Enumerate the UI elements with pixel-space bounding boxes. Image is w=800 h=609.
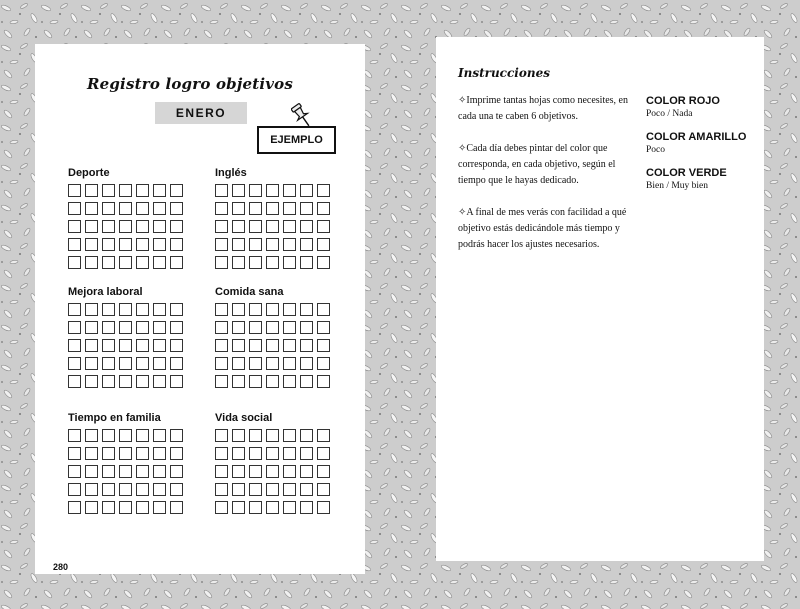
tracking-checkbox <box>85 447 98 460</box>
tracking-checkbox <box>119 256 132 269</box>
tracking-checkbox <box>153 339 166 352</box>
tracking-checkbox <box>215 238 228 251</box>
tracking-checkbox <box>119 483 132 496</box>
tracking-checkbox <box>232 483 245 496</box>
tracking-checkbox <box>119 220 132 233</box>
tracking-checkbox <box>283 429 296 442</box>
tracking-checkbox <box>85 184 98 197</box>
tracking-checkbox <box>266 483 279 496</box>
month-label: ENERO <box>155 102 247 124</box>
tracking-checkbox <box>317 303 330 316</box>
tracking-checkbox <box>85 501 98 514</box>
tracking-checkbox <box>170 202 183 215</box>
tracking-checkbox <box>119 429 132 442</box>
tracking-checkbox <box>249 256 262 269</box>
tracking-checkbox <box>136 220 149 233</box>
tracking-checkbox <box>170 429 183 442</box>
example-label: EJEMPLO <box>257 126 336 154</box>
tracking-checkbox <box>266 256 279 269</box>
tracking-checkbox <box>215 220 228 233</box>
tracking-checkbox <box>85 220 98 233</box>
tracking-checkbox <box>300 429 313 442</box>
tracking-checkbox <box>249 375 262 388</box>
tracking-checkbox <box>68 256 81 269</box>
tracking-checkbox <box>300 501 313 514</box>
tracking-checkbox <box>232 447 245 460</box>
tracking-checkbox <box>283 238 296 251</box>
tracking-checkbox <box>283 357 296 370</box>
tracking-checkbox <box>85 303 98 316</box>
tracking-checkbox <box>283 202 296 215</box>
tracking-checkbox <box>170 303 183 316</box>
tracking-checkbox <box>85 202 98 215</box>
tracking-checkbox <box>85 483 98 496</box>
tracking-checkbox <box>102 220 115 233</box>
tracking-checkbox <box>215 357 228 370</box>
tracking-grid <box>215 429 330 514</box>
tracking-checkbox <box>232 238 245 251</box>
goal-label: Vida social <box>215 412 273 424</box>
tracking-checkbox <box>119 303 132 316</box>
tracking-checkbox <box>317 501 330 514</box>
tracking-checkbox <box>215 483 228 496</box>
tracking-checkbox <box>102 184 115 197</box>
tracking-checkbox <box>300 202 313 215</box>
tracking-checkbox <box>68 303 81 316</box>
tracking-checkbox <box>68 465 81 478</box>
tracking-checkbox <box>170 321 183 334</box>
tracking-checkbox <box>102 202 115 215</box>
tracking-checkbox <box>232 256 245 269</box>
tracking-checkbox <box>249 339 262 352</box>
tracking-checkbox <box>119 501 132 514</box>
tracking-checkbox <box>317 256 330 269</box>
tracking-checkbox <box>170 447 183 460</box>
tracking-checkbox <box>232 465 245 478</box>
tracking-checkbox <box>300 339 313 352</box>
tracking-checkbox <box>317 357 330 370</box>
tracking-checkbox <box>68 447 81 460</box>
tracking-checkbox <box>317 483 330 496</box>
tracking-checkbox <box>283 339 296 352</box>
tracking-checkbox <box>85 375 98 388</box>
tracking-checkbox <box>153 483 166 496</box>
tracking-checkbox <box>136 339 149 352</box>
tracking-checkbox <box>170 184 183 197</box>
color-meaning: Poco <box>646 145 665 155</box>
tracking-checkbox <box>119 202 132 215</box>
tracking-checkbox <box>283 483 296 496</box>
tracking-checkbox <box>68 238 81 251</box>
tracking-checkbox <box>102 375 115 388</box>
tracking-checkbox <box>215 303 228 316</box>
tracking-grid <box>215 303 330 388</box>
tracking-checkbox <box>119 321 132 334</box>
goal-block <box>215 166 330 269</box>
tracking-checkbox <box>170 465 183 478</box>
tracking-checkbox <box>136 303 149 316</box>
tracking-checkbox <box>300 447 313 460</box>
tracking-checkbox <box>317 375 330 388</box>
tracking-checkbox <box>102 483 115 496</box>
tracking-checkbox <box>153 184 166 197</box>
tracking-checkbox <box>249 303 262 316</box>
tracking-checkbox <box>232 501 245 514</box>
tracking-checkbox <box>317 321 330 334</box>
color-legend-item <box>646 167 761 192</box>
tracking-checkbox <box>153 238 166 251</box>
tracking-checkbox <box>317 238 330 251</box>
instruction-paragraph: ✧Imprime tantas hojas como necesites, en cada una te caben 6 objetivos. <box>458 95 628 122</box>
tracking-checkbox <box>153 375 166 388</box>
color-name: COLOR ROJO <box>646 95 720 107</box>
tracking-checkbox <box>232 339 245 352</box>
tracking-checkbox <box>266 303 279 316</box>
tracking-checkbox <box>136 202 149 215</box>
tracking-checkbox <box>266 339 279 352</box>
tracking-grid <box>68 303 183 388</box>
color-meaning: Poco / Nada <box>646 109 693 119</box>
tracking-checkbox <box>215 465 228 478</box>
tracking-checkbox <box>153 220 166 233</box>
tracking-checkbox <box>283 303 296 316</box>
tracking-checkbox <box>170 501 183 514</box>
tracking-checkbox <box>102 303 115 316</box>
tracking-checkbox <box>283 501 296 514</box>
goal-block <box>215 411 330 514</box>
tracking-checkbox <box>119 339 132 352</box>
tracking-checkbox <box>136 483 149 496</box>
tracking-checkbox <box>68 429 81 442</box>
goal-label: Inglés <box>215 167 247 179</box>
color-legend-item <box>646 131 761 156</box>
tracking-checkbox <box>102 465 115 478</box>
color-name: COLOR VERDE <box>646 167 727 179</box>
tracking-checkbox <box>102 429 115 442</box>
tracking-checkbox <box>68 220 81 233</box>
goal-label: Mejora laboral <box>68 286 143 298</box>
tracking-checkbox <box>232 321 245 334</box>
tracking-checkbox <box>266 501 279 514</box>
tracking-checkbox <box>283 321 296 334</box>
instruction-paragraph: ✧A final de mes verás con facilidad a qué objetivo estás dedicándole más tiempo y podrás hacer los ajustes necesarios. <box>458 207 627 250</box>
tracking-checkbox <box>232 220 245 233</box>
tracking-checkbox <box>249 321 262 334</box>
tracking-checkbox <box>232 375 245 388</box>
tracking-checkbox <box>170 256 183 269</box>
tracking-checkbox <box>153 256 166 269</box>
tracking-checkbox <box>215 501 228 514</box>
tracking-checkbox <box>283 465 296 478</box>
tracking-checkbox <box>300 465 313 478</box>
tracking-checkbox <box>85 256 98 269</box>
tracking-checkbox <box>283 220 296 233</box>
color-name: COLOR AMARILLO <box>646 131 747 143</box>
tracking-checkbox <box>119 447 132 460</box>
tracking-checkbox <box>283 184 296 197</box>
tracking-checkbox <box>170 483 183 496</box>
tracking-checkbox <box>232 429 245 442</box>
tracking-checkbox <box>266 447 279 460</box>
tracking-checkbox <box>68 501 81 514</box>
tracking-checkbox <box>170 357 183 370</box>
tracking-checkbox <box>170 220 183 233</box>
tracking-grid <box>68 184 183 269</box>
goal-block <box>68 285 183 388</box>
tracking-checkbox <box>136 375 149 388</box>
tracking-checkbox <box>249 483 262 496</box>
tracking-checkbox <box>317 339 330 352</box>
tracking-checkbox <box>266 238 279 251</box>
tracking-checkbox <box>300 375 313 388</box>
tracking-checkbox <box>68 321 81 334</box>
tracking-grid <box>215 184 330 269</box>
tracking-checkbox <box>68 357 81 370</box>
tracking-checkbox <box>232 357 245 370</box>
tracking-checkbox <box>102 357 115 370</box>
tracking-checkbox <box>153 429 166 442</box>
tracking-checkbox <box>119 357 132 370</box>
tracking-checkbox <box>215 184 228 197</box>
tracking-checkbox <box>119 465 132 478</box>
tracking-checkbox <box>153 202 166 215</box>
tracking-checkbox <box>215 202 228 215</box>
tracking-checkbox <box>136 429 149 442</box>
tracking-checkbox <box>85 465 98 478</box>
goal-block <box>68 166 183 269</box>
tracking-checkbox <box>136 501 149 514</box>
tracking-checkbox <box>68 339 81 352</box>
tracking-checkbox <box>102 339 115 352</box>
tracking-checkbox <box>232 303 245 316</box>
tracking-checkbox <box>215 375 228 388</box>
left-page <box>35 44 365 574</box>
tracking-checkbox <box>170 375 183 388</box>
tracking-checkbox <box>317 447 330 460</box>
tracking-checkbox <box>85 238 98 251</box>
tracking-checkbox <box>136 256 149 269</box>
tracking-checkbox <box>283 375 296 388</box>
tracking-checkbox <box>136 357 149 370</box>
tracking-checkbox <box>136 184 149 197</box>
tracking-checkbox <box>300 256 313 269</box>
tracking-checkbox <box>119 375 132 388</box>
tracking-checkbox <box>283 256 296 269</box>
tracking-checkbox <box>249 238 262 251</box>
tracking-checkbox <box>266 375 279 388</box>
tracking-checkbox <box>300 321 313 334</box>
goal-block <box>68 411 183 514</box>
tracking-checkbox <box>300 483 313 496</box>
goal-label: Deporte <box>68 167 110 179</box>
tracking-checkbox <box>215 321 228 334</box>
tracking-checkbox <box>68 375 81 388</box>
tracking-checkbox <box>266 429 279 442</box>
tracking-checkbox <box>249 220 262 233</box>
tracking-checkbox <box>249 429 262 442</box>
tracking-checkbox <box>68 483 81 496</box>
color-legend-item <box>646 95 761 120</box>
tracking-checkbox <box>215 429 228 442</box>
tracking-checkbox <box>232 184 245 197</box>
page-number: 280 <box>53 562 69 572</box>
tracking-checkbox <box>170 238 183 251</box>
page-title: Registro logro objetivos <box>86 75 294 93</box>
tracking-checkbox <box>232 202 245 215</box>
tracking-checkbox <box>102 501 115 514</box>
tracking-checkbox <box>102 256 115 269</box>
tracking-checkbox <box>249 202 262 215</box>
tracking-checkbox <box>153 357 166 370</box>
tracking-checkbox <box>85 339 98 352</box>
goal-label: Tiempo en familia <box>68 412 161 424</box>
tracking-checkbox <box>119 238 132 251</box>
tracking-checkbox <box>136 465 149 478</box>
right-page <box>436 37 764 561</box>
tracking-checkbox <box>317 220 330 233</box>
tracking-checkbox <box>102 321 115 334</box>
tracking-grid <box>68 429 183 514</box>
tracking-checkbox <box>317 202 330 215</box>
goal-block <box>215 285 330 388</box>
tracking-checkbox <box>249 184 262 197</box>
tracking-checkbox <box>153 501 166 514</box>
tracking-checkbox <box>102 447 115 460</box>
tracking-checkbox <box>249 447 262 460</box>
tracking-checkbox <box>136 447 149 460</box>
tracking-checkbox <box>68 184 81 197</box>
goal-label: Comida sana <box>215 286 284 298</box>
tracking-checkbox <box>249 501 262 514</box>
tracking-checkbox <box>266 357 279 370</box>
tracking-checkbox <box>317 465 330 478</box>
tracking-checkbox <box>266 202 279 215</box>
tracking-checkbox <box>266 220 279 233</box>
tracking-checkbox <box>215 447 228 460</box>
tracking-checkbox <box>300 238 313 251</box>
tracking-checkbox <box>85 321 98 334</box>
tracking-checkbox <box>266 184 279 197</box>
tracking-checkbox <box>119 184 132 197</box>
tracking-checkbox <box>153 465 166 478</box>
tracking-checkbox <box>300 357 313 370</box>
tracking-checkbox <box>215 256 228 269</box>
tracking-checkbox <box>170 339 183 352</box>
tracking-checkbox <box>283 447 296 460</box>
tracking-checkbox <box>85 357 98 370</box>
tracking-checkbox <box>300 220 313 233</box>
tracking-checkbox <box>266 321 279 334</box>
tracking-checkbox <box>136 238 149 251</box>
tracking-checkbox <box>153 303 166 316</box>
tracking-checkbox <box>300 303 313 316</box>
tracking-checkbox <box>266 465 279 478</box>
tracking-checkbox <box>317 429 330 442</box>
tracking-checkbox <box>153 321 166 334</box>
tracking-checkbox <box>317 184 330 197</box>
color-meaning: Bien / Muy bien <box>646 181 709 191</box>
instruction-paragraph: ✧Cada día debes pintar del color que corresponda, en cada objetivo, según el tiempo que le hayas dedicado. <box>458 143 616 186</box>
tracking-checkbox <box>68 202 81 215</box>
tracking-checkbox <box>153 447 166 460</box>
tracking-checkbox <box>136 321 149 334</box>
tracking-checkbox <box>300 184 313 197</box>
tracking-checkbox <box>249 357 262 370</box>
instructions-title: Instrucciones <box>458 66 550 80</box>
tracking-checkbox <box>249 465 262 478</box>
tracking-checkbox <box>85 429 98 442</box>
tracking-checkbox <box>215 339 228 352</box>
tracking-checkbox <box>102 238 115 251</box>
